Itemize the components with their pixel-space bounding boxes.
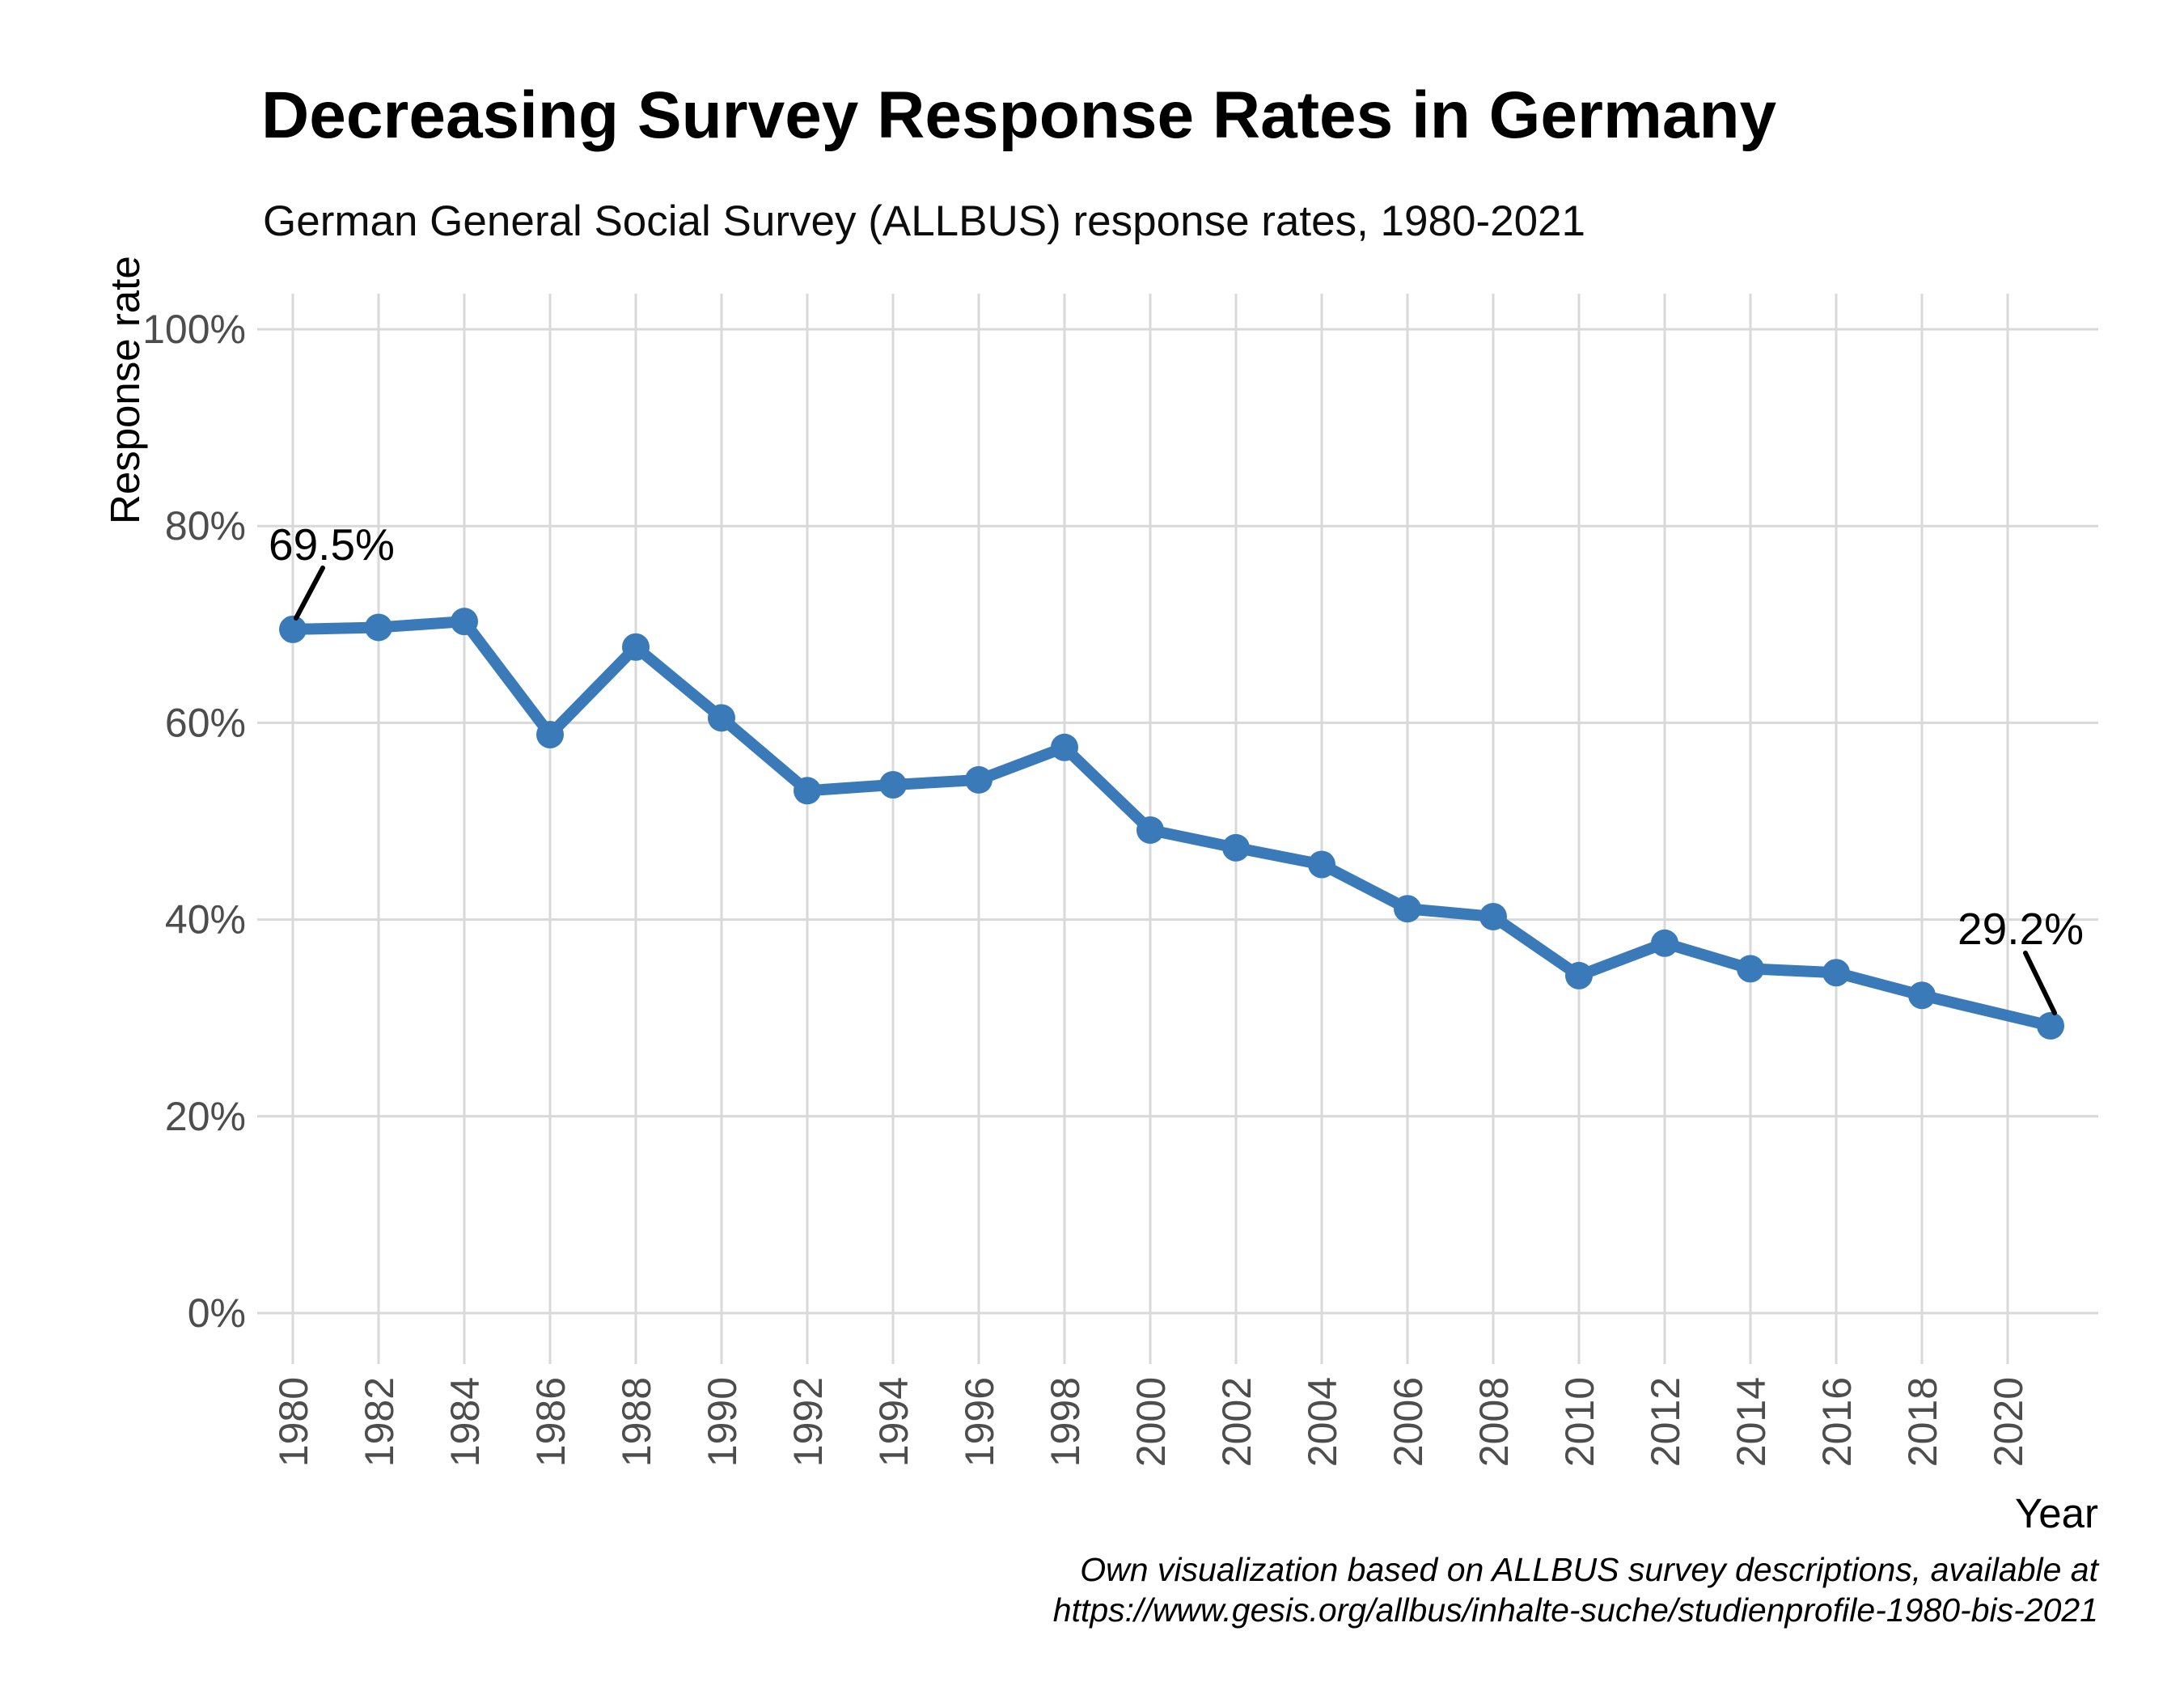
- x-tick-label: 2010: [1557, 1377, 1602, 1468]
- x-tick-label: 2020: [1986, 1377, 2031, 1468]
- x-tick-label: 2014: [1729, 1377, 1774, 1468]
- data-point: [1651, 930, 1678, 957]
- x-tick-label: 1984: [442, 1377, 488, 1468]
- data-point: [1565, 962, 1593, 989]
- y-axis-title: Response rate: [102, 256, 148, 524]
- data-point: [1394, 895, 1421, 922]
- data-point: [1908, 981, 1936, 1009]
- x-tick-label: 1992: [785, 1377, 831, 1468]
- y-tick-label: 40%: [164, 896, 246, 943]
- data-point: [965, 766, 993, 794]
- x-tick-label: 1996: [957, 1377, 1002, 1468]
- source-caption-line1: Own visualization based on ALLBUS survey descriptions, available at: [1080, 1551, 2098, 1588]
- data-point: [1308, 851, 1335, 879]
- x-tick-label: 2018: [1900, 1377, 1945, 1468]
- x-tick-label: 1990: [700, 1377, 745, 1468]
- x-tick-label: 1994: [871, 1377, 916, 1468]
- data-point: [451, 608, 478, 635]
- source-caption: [1053, 1550, 2098, 1630]
- x-tick-label: 1986: [528, 1377, 574, 1468]
- data-point: [708, 704, 735, 731]
- annotation-leader-line: [2025, 953, 2055, 1013]
- data-point: [1822, 959, 1850, 986]
- x-tick-label: 2006: [1386, 1377, 1431, 1468]
- x-tick-label: 1980: [271, 1377, 316, 1468]
- x-tick-label: 2004: [1300, 1377, 1345, 1468]
- x-tick-label: 2012: [1643, 1377, 1688, 1468]
- x-tick-label: 1988: [614, 1377, 659, 1468]
- data-point: [794, 777, 821, 804]
- trend-line: [293, 621, 2051, 1026]
- y-tick-label: 80%: [164, 503, 246, 549]
- y-tick-label: 0%: [187, 1290, 246, 1336]
- x-tick-label: 1982: [357, 1377, 402, 1468]
- x-tick-label: 2000: [1128, 1377, 1174, 1468]
- x-tick-label: 2008: [1471, 1377, 1517, 1468]
- data-point: [365, 613, 392, 641]
- annotation-label: 69.5%: [269, 519, 395, 570]
- data-point: [1222, 834, 1250, 862]
- x-axis-title: Year: [2014, 1490, 2098, 1536]
- x-tick-label: 2002: [1214, 1377, 1259, 1468]
- data-point: [536, 721, 564, 748]
- data-point: [879, 771, 907, 799]
- data-point: [1479, 903, 1507, 930]
- y-tick-label: 20%: [164, 1093, 246, 1139]
- annotation-leader-line: [296, 568, 323, 618]
- y-tick-label: 60%: [164, 700, 246, 746]
- data-point: [279, 616, 307, 643]
- data-point: [622, 633, 650, 661]
- data-point: [1737, 955, 1764, 982]
- page-title: Decreasing Survey Response Rates in Germany: [261, 78, 1777, 152]
- x-tick-label: 1998: [1043, 1377, 1088, 1468]
- chart-subtitle: German General Social Survey (ALLBUS) response rates, 1980-2021: [263, 197, 1586, 245]
- annotation-label: 29.2%: [1958, 904, 2084, 954]
- data-point: [1051, 734, 1078, 761]
- x-tick-label: 2016: [1814, 1377, 1860, 1468]
- data-point: [1136, 816, 1164, 844]
- data-point: [2037, 1012, 2064, 1040]
- y-tick-label: 100%: [142, 307, 246, 352]
- source-caption-line2: https://www.gesis.org/allbus/inhalte-suche/studienprofile-1980-bis-2021: [1052, 1591, 2098, 1629]
